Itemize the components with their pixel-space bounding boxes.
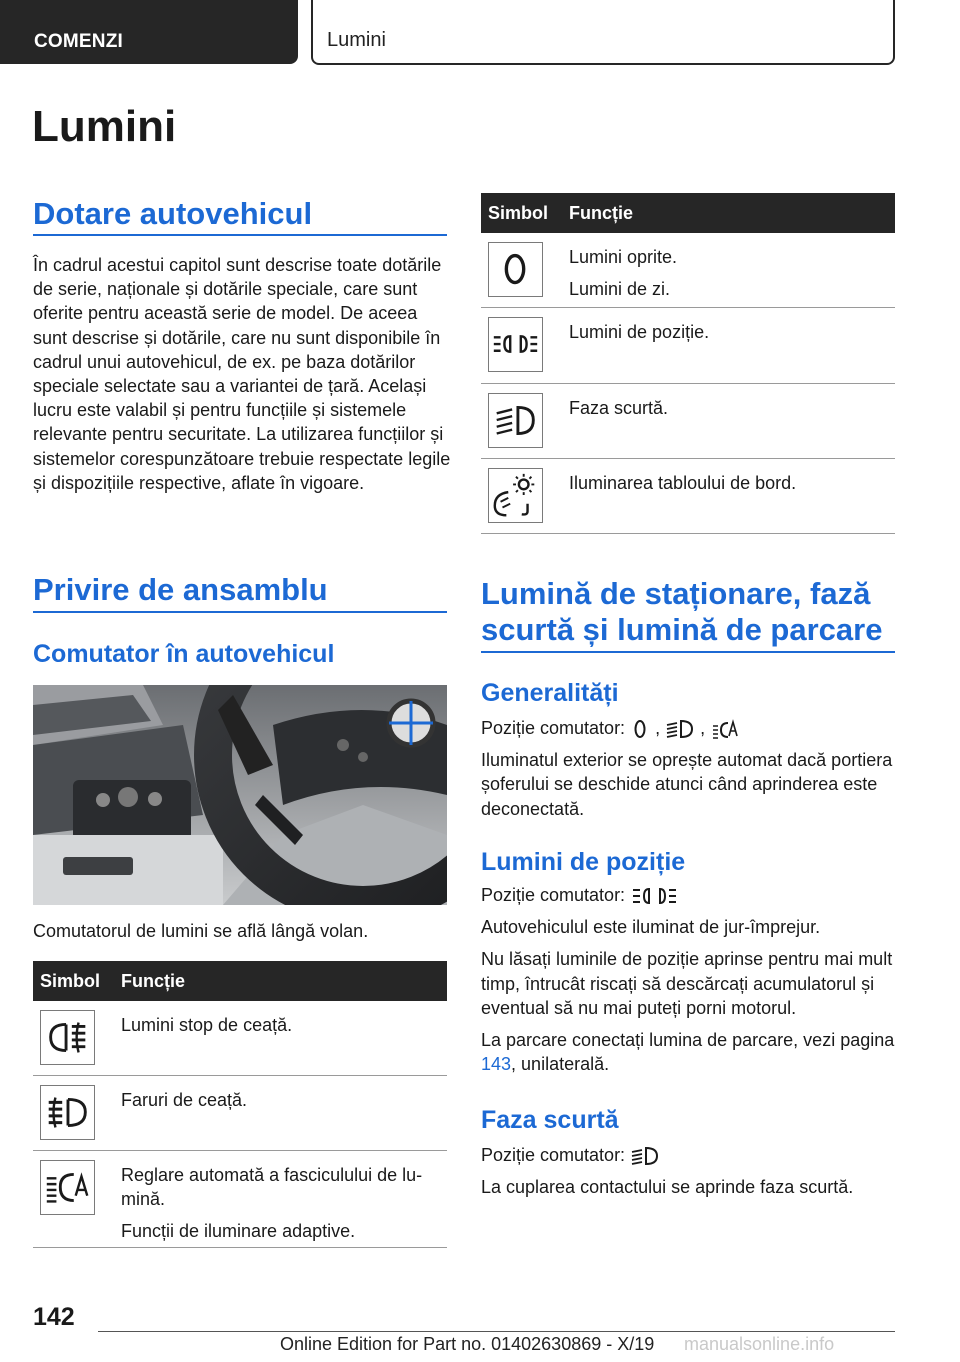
table-row: [33, 1076, 447, 1151]
row-text: Lumini stop de ceață.: [121, 1015, 293, 1035]
instrument-lighting-icon: [488, 468, 543, 523]
rear-fog-light-icon: [40, 1010, 95, 1065]
row-text: Iluminarea tabloului de bord.: [569, 473, 797, 493]
page-number: 142: [33, 1303, 75, 1331]
pozitie-block: Poziție comutator: Autovehiculul este iluminat de jur-împrejur. Nu lăsați luminile de poziție aprinse pentru mai mult timp, întrucât riscați să descărcați acumulatorul și eventual să nu mai puteți porni motorul. La parcare conectați lumina de parcare, vezi pagina 143, unilaterală.: [481, 885, 895, 1075]
heading-rule: [33, 234, 447, 236]
heading-dotare: Dotare autovehicul: [33, 196, 313, 231]
low-beam-icon: [665, 718, 695, 740]
header-function: Funcție: [121, 971, 186, 991]
low-beam-icon: [488, 393, 543, 448]
subheading-comutator: Comutator în autovehicul: [33, 640, 335, 668]
parking-lights-icon: [488, 317, 543, 372]
table-row: [33, 1151, 447, 1248]
table-row: [33, 1001, 447, 1076]
front-fog-light-icon: [40, 1085, 95, 1140]
table-row: [481, 308, 895, 384]
chapter-tab: [311, 0, 895, 65]
footer-watermark: manualsonline.info: [684, 1334, 835, 1354]
row-text: Faza scurtă.: [569, 398, 669, 418]
dotare-text: În cadrul acestui capitol sunt descrise toate dotările de serie, naționale și dotările speciale, care sunt oferite pentru această serie de model. De aceea sunt descrise și dotările, care nu sunt disponibile în cadrul unui autovehicul, de ex. pe baza dotărilor speciale selectate sau a variantei de țară. Același lucru este valabil și pentru funcțiile și sistemele relevante pentru securitate. La utilizarea funcțiilor și sistemelor corespunzătoare trebuie respectate legile și dispozițiile respective, aflate în vigoare.: [33, 255, 451, 493]
symbol-table-right: [481, 193, 895, 534]
table-row: [481, 459, 895, 534]
table-header: [33, 961, 447, 1001]
row-text: Faruri de ceață.: [121, 1090, 248, 1110]
photo-caption: Comutatorul de lumini se află lângă volan.: [33, 921, 369, 941]
subheading-faza: Faza scurtă: [481, 1106, 619, 1134]
heading-rule: [481, 651, 895, 653]
section-tab: [0, 0, 298, 64]
dashboard-illustration: [33, 685, 447, 905]
header-function: Funcție: [569, 203, 634, 223]
chapter-label: Lumini: [327, 29, 386, 51]
heading-statie: Lumină de staționare, fază scurtă și lumină de parcare: [481, 576, 883, 647]
automatic-headlight-icon: [710, 718, 740, 740]
low-beam-icon: [630, 1145, 660, 1167]
row-text: Reglare automată a fasciculului de lumină. Funcții de iluminare adaptive.: [121, 1165, 423, 1241]
lights-off-icon: [488, 242, 543, 297]
parking-lights-icon: [630, 885, 680, 907]
header-symbol: Simbol: [40, 971, 101, 991]
page-link[interactable]: 143: [481, 1054, 512, 1075]
table-row: [481, 233, 895, 308]
section-label: COMENZI: [34, 31, 124, 52]
dashboard-photo: [33, 685, 447, 905]
subheading-generalitati: Generalități: [481, 679, 619, 707]
faza-block: Poziție comutator: La cuplarea contactului se aprinde faza scurtă.: [481, 1145, 854, 1198]
page-title: Lumini: [32, 102, 177, 151]
header-symbol: Simbol: [488, 203, 549, 223]
heading-privire: Privire de ansamblu: [33, 572, 328, 607]
footer-edition: Online Edition for Part no. 01402630869 - X/19: [280, 1334, 655, 1354]
heading-rule: [33, 611, 447, 613]
subheading-pozitie: Lumini de poziție: [481, 848, 686, 876]
generalitati-block: Poziție comutator: , , Iluminatul exterior se oprește automat dacă portiera șoferului se deschide atunci când aprinderea este deconectată.: [481, 718, 893, 819]
footer-rule: [98, 1331, 895, 1332]
lights-off-icon: [630, 718, 650, 740]
table-header: [481, 193, 895, 233]
row-text: Lumini de poziție.: [569, 322, 710, 342]
table-row: [481, 384, 895, 459]
symbol-table-left: [33, 961, 447, 1248]
automatic-headlight-icon: [40, 1160, 95, 1215]
row-text: Lumini oprite. Lumini de zi.: [569, 247, 678, 299]
